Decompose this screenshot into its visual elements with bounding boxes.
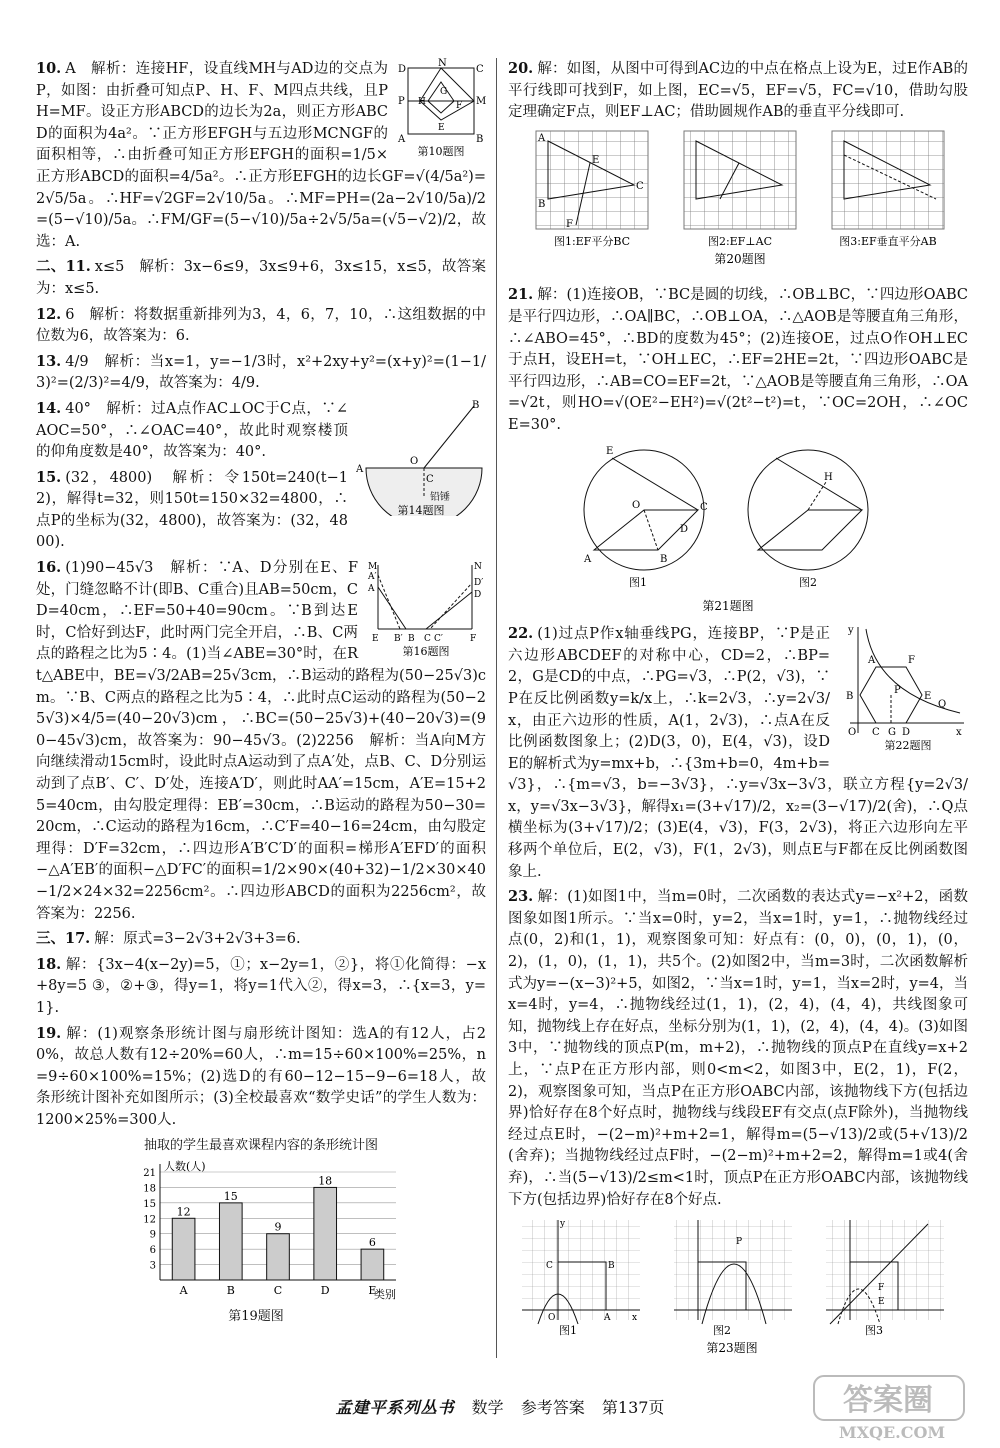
- answer-entry-18: [36, 954, 486, 1020]
- answer-entry-17: [36, 928, 486, 951]
- fig23-label-C: C: [546, 1261, 553, 1272]
- fig21-label-B: B: [660, 553, 668, 565]
- fig10-label-B: B: [476, 134, 484, 145]
- y-tick-label: 18: [143, 1183, 156, 1195]
- fig10-label-C: C: [476, 64, 484, 75]
- entry-number: 12.: [36, 305, 62, 323]
- fig21-label-D: D: [680, 523, 689, 535]
- entry-text: 解：(1)观察条形统计图与扇形统计图知：选A的有12人，占20%，故总人数有12÷20%=60人，∴m=15÷60×100%=25%，n=9÷60×100%=15%；(2)选D的有60−12−15−9−6=18人，故条形统计图补充如图所示；(3)全校最喜欢“数学史话”的学生人数为：1200×25%=300人.: [36, 1025, 486, 1128]
- grid-fig2: [684, 131, 796, 229]
- entry-text: 解：{3x−4(x−2y)=5，①；x−2y=1，②}，将①化简得：−x+8y=5 ③，②+③，得y=1，将y=1代入②，得x=3，∴{x=3，y=1}.: [36, 956, 486, 1016]
- fig10-label-E: E: [438, 123, 445, 133]
- answer-entry-16: [36, 557, 486, 925]
- fig22-label-y: y: [848, 625, 854, 637]
- fig19-caption: 第19题图: [228, 1309, 284, 1325]
- fig21-label-C: C: [700, 501, 708, 513]
- y-axis-label: 人数(人): [164, 1160, 206, 1174]
- answer-entry-19: [36, 1023, 486, 1132]
- category-label-D: D: [320, 1284, 330, 1298]
- x-axis-label: 类别: [374, 1288, 396, 1302]
- fig20-label-E: E: [592, 154, 600, 166]
- fig22-label-x: x: [956, 727, 962, 739]
- fig22-label-A: A: [868, 655, 876, 667]
- bar-value-label-C: 9: [274, 1220, 282, 1234]
- entry-number: 19.: [36, 1024, 62, 1042]
- column-divider: [496, 58, 497, 1358]
- answer-entry-22: [508, 623, 968, 883]
- fig16-label-E: E: [372, 634, 379, 645]
- fig10-label-D: D: [398, 64, 407, 75]
- category-label-B: B: [226, 1284, 235, 1298]
- fig23-subcaption-1: 图1: [559, 1324, 577, 1338]
- fig16-label-B: B: [408, 634, 415, 645]
- entry-text: (1)90−45√3 解析：∵A、D分别在E、F处，门缝忽略不计(即B、C重合)且AB=50cm，CD=40cm，∴EF=50+40=90cm。∵B到达E时，C恰好到达F，此时两门完全开启，∴B、C两点的路程之比为5∶4。(1)当∠ABE=30°时，在Rt△ABE中，BE=√3/2AB=25√3cm，∴B运动的路程为(50−25√3)cm。∵B、C两点的路程之比为5∶4，∴此时点C运动的路程为(50−25√3)×4/5=(40−20√3)cm，∴BC=(50−25√3)+(40−20√3)=(90−45√3)cm，故答案为：90−45√3。(2)2256 解析：当A向M方向继续滑动15cm时，设此时点A运动到了点A′处，点B、C、D分别运动到了点B′、C′、D′处，连接A′D′，则此时AA′=15cm，A′E=15+25=40cm，由勾股定理得：EB′=30cm，∴B运动的路程为50−30=20cm，∴C运动的路程为16cm，∴C′F=40−16=24cm，由勾股定理得：D′F=32cm，∴四边形A′B′C′D′的面积=梯形A′EFD′的面积−△A′EB′的面积−△D′FC′的面积=1/2×90×(40+32)−1/2×30×40−1/2×24×32=2256cm²。∴四边形ABCD的面积为2256cm²，故答案为：2256.: [36, 560, 486, 922]
- fig23-label-B: B: [608, 1261, 615, 1272]
- entry-number: 10.: [36, 60, 62, 77]
- fig23-label-A: A: [604, 1313, 611, 1324]
- entry-number: 18.: [36, 955, 62, 973]
- fig10-label-F: F: [456, 101, 463, 111]
- entry-number: 15.: [36, 468, 62, 486]
- parabola-fig3: [826, 1220, 944, 1324]
- entry-number: 三、17.: [36, 930, 91, 948]
- fig22-label-C: C: [872, 727, 880, 739]
- fig16-label-A: A: [368, 584, 375, 595]
- parabola-fig2: [674, 1220, 792, 1324]
- right-column: [508, 58, 968, 1362]
- bar-E: [361, 1249, 384, 1280]
- entry-text: (1)过点P作x轴垂线PG，连接BP，∵P是正六边形ABCDEF的对称中心，CD=2，∴BP=2，G是CD的中点，∴PG=√3，∴P(2，√3)，∵P在反比例函数y=k/x上，∴k=2√3，∴y=2√3/x，由正六边形的性质，A(1，2√3)，∴点A在反比例函数图象上；(2)D(3，0)，E(4，√3)，设DE的解析式为y=mx+b，∴{3m+b=0，4m+b=√3}，∴{m=√3，b=−3√3}，∴y=√3x−3√3，联立方程{y=2√3/x，y=√3x−3√3}，解得x₁=(3+√17)/2，x₂=(3−√17)/2(舍)，∴Q点横坐标为(3+√17)/2；(3)E(4，√3)，F(3，2√3)，将正六边形向左平移两个单位后，E(2，√3)，F(1，2√3)，则点E与F都在反比例函数图象上.: [508, 626, 968, 880]
- fig22-label-B: B: [846, 691, 854, 703]
- left-column: [36, 58, 486, 1328]
- y-tick-label: 12: [143, 1214, 156, 1226]
- chart-title: 抽取的学生最喜欢课程内容的条形统计图: [143, 1137, 378, 1153]
- footer-subject: 数学: [471, 1398, 504, 1417]
- figure-16-doors: [366, 557, 486, 657]
- fig20-subcaption-3: 图3:EF垂直平分AB: [839, 234, 937, 248]
- figure-10-square-fold: [396, 58, 486, 158]
- answer-entry-21: [508, 284, 968, 436]
- fig20-caption: 第20题图: [714, 251, 766, 266]
- category-label-A: A: [179, 1284, 188, 1298]
- fig10-label-G: G: [440, 87, 448, 97]
- answer-entry-11: [36, 256, 486, 300]
- entry-number: 20.: [508, 60, 534, 77]
- bar-B: [219, 1203, 242, 1280]
- entry-text: A 解析：连接HF，设直线MH与AD边的交点为P，如图：由折叠可知点P、H、F、M四点共线，且PH=MF。设正方形ABCD的边长为2a，则正方形ABCD的面积为4a²。∵正方形EFGH与五边形MCNGF的面积相等，∴由折叠可知正方形EFGH的面积=1/5×正方形ABCD的面积=4/5a²。∴正方形EFGH的边长GF=√(4/5a²)=2√5/5a。∴HF=√2GF=2√10/5a。∴MF=PH=(2a−2√10/5a)/2=(5−√10)/5a。∴FM/GF=(5−√10)/5a÷2√5/5a=(√5−√2)/2，故选：A.: [36, 61, 486, 250]
- fig10-label-P: P: [398, 96, 405, 107]
- fig10-caption: 第10题图: [417, 145, 465, 158]
- entry-text: (32，4800) 解析：令150t=240(t−12)，解得t=32，则150t=150×32=4800，∴点P的坐标为(32，4800)，故答案为：(32，4800).: [36, 469, 348, 551]
- answer-entry-20: [508, 58, 968, 124]
- answer-entry-23: [508, 886, 968, 1211]
- answer-entry-12: [36, 304, 486, 348]
- fig16-label-C: C: [424, 634, 431, 645]
- fig21-subcaption-1: 图1: [629, 575, 647, 589]
- fig14-label-C: C: [426, 473, 434, 485]
- bar-value-label-B: 15: [223, 1189, 238, 1203]
- fig22-label-P: P: [894, 685, 901, 697]
- entry-text: 40° 解析：过A点作AC⊥OC于C点，∵∠AOC=50°，∴∠OAC=40°，故此时观察楼顶的仰角度数是40°，故答案为：40°.: [36, 400, 348, 461]
- watermark-url: MXQE.COM: [838, 1423, 946, 1442]
- y-tick-label: 9: [149, 1229, 156, 1241]
- entry-number: 13.: [36, 352, 62, 370]
- figure-22-hexagon: [838, 623, 968, 753]
- circle-fig1: [583, 446, 708, 570]
- fig14-label-B: B: [472, 399, 480, 411]
- entry-text: 解：原式=3−2√3+2√3+3=6.: [94, 931, 301, 948]
- bar-chart-svg: [126, 1156, 416, 1306]
- fig20-subcaption-2: 图2:EF⊥AC: [707, 234, 773, 248]
- fig20-subcaption-1: 图1:EF平分BC: [553, 234, 631, 248]
- fig10-label-A: A: [398, 134, 406, 145]
- fig20-label-C: C: [636, 180, 644, 192]
- figure-19-bar-chart: [36, 1135, 486, 1328]
- fig16-caption: 第16题图: [402, 645, 450, 658]
- fig16-label-C-prime: C′: [434, 634, 443, 645]
- fig20-label-F: F: [566, 218, 573, 230]
- fig23-label-P: P: [736, 1237, 743, 1248]
- fig10-label-M: M: [476, 96, 486, 107]
- figure-23-svg: [508, 1214, 968, 1354]
- entry-text: 解：(1)如图1中，当m=0时，二次函数的表达式y=−x²+2，函数图象如图1所示。∵当x=0时，y=2，当x=1时，y=1，∴抛物线经过点(0，2)和(1，1)，观察图象可知：好点有：(0，0)，(0，1)，(0，2)，(1，0)，(1，1)，共5个。(2)如图2中，当m=3时，二次函数解析式为y=−(x−3)²+5，如图2，∵当x=1时，y=1，当x=2时，y=4，当x=4时，y=4，∴抛物线经过(1，1)，(2，4)，(4，4)，共线图象可知，抛物线上存在好点，坐标分别为(1，1)，(2，4)，(4，4)。(3)如图3中，∵抛物线的顶点P(m，m+2)，∴抛物线的顶点P在直线y=x+2上，∵点P在正方形内部，则0<m<2，如图3中，E(2，1)，F(2，2)，观察图象可知，当点P在正方形OABC内部，该抛物线下方(包括边界)恰好存在8个好点时，抛物线与线段EF有交点(点F除外)，当抛物线经过点E时，−(2−m)²+m+2=1，解得m=(5−√13)/2或(5+√13)/2(舍弃)；当抛物线经过点F时，−(2−m)²+m+2=2，解得m=1或4(舍弃)，∴当(5−√13)/2≤m<1时，顶点P在正方形OABC内部，该抛物线下方(包括边界)恰好存在8个好点.: [508, 889, 969, 1208]
- fig16-label-B-prime: B′: [394, 634, 403, 645]
- chart-bars: [172, 1175, 383, 1298]
- entry-text: 解：如图，从图中可得到AC边的中点在格点上设为E，过E作AB的平行线即可找到F，如上图，EC=√5，EF=√5，FC=√10，借助勾股定理确定F点，则EF⊥AC；借助圆规作AB的垂直平分线即可.: [508, 61, 968, 121]
- footer-section: 参考答案: [520, 1398, 585, 1417]
- watermark-text: 答案圈: [843, 1383, 933, 1418]
- fig22-label-E: E: [924, 691, 932, 703]
- y-tick-label: 6: [149, 1245, 156, 1257]
- fig10-label-N: N: [438, 58, 447, 69]
- fig23-subcaption-2: 图2: [713, 1324, 731, 1338]
- answer-entry-13: [36, 351, 486, 395]
- figure-23-parabolas: [508, 1214, 968, 1362]
- figure-14-protractor: [356, 398, 486, 516]
- grid-fig1: [536, 131, 648, 230]
- fig21-label-O: O: [632, 499, 641, 511]
- fig14-label-O: O: [410, 455, 419, 467]
- fig21-label-A: A: [584, 553, 592, 565]
- bar-A: [172, 1218, 195, 1280]
- figure-21-circles: [508, 440, 968, 624]
- fig22-label-D: D: [902, 727, 911, 739]
- fig22-label-F: F: [908, 655, 915, 667]
- entry-text: 解：(1)连接OB，∵BC是圆的切线，∴OB⊥BC，∵四边形OABC是平行四边形，∴OA∥BC，∴OB⊥OA，∴△AOB是等腰直角三角形，∴∠ABO=45°，∴BD的度数为45°；(2)连接OE，过点O作OH⊥EC于点H，设EH=t，∵OH⊥EC，∴EF=2HE=2t，∵四边形OABC是平行四边形，∴AB=CO=EF=2t，∵△AOB是等腰直角三角形，∴OA=√2t，则HO=√(OE²−EH²)=√(2t²−t²)=t，∵OC=2OH，∴∠OCE=30°.: [508, 287, 968, 433]
- circle-fig2: [748, 450, 868, 570]
- fig23-caption: 第23题图: [706, 1341, 758, 1355]
- footer-brand: 孟建平系列丛书: [335, 1398, 455, 1417]
- fig21-label-E: E: [606, 445, 614, 457]
- footer-page-number: 第137页: [601, 1398, 665, 1417]
- fig23-label-x: x: [632, 1313, 638, 1324]
- entry-text: 6 解析：将数据重新排列为3，4，6，7，10，∴这组数据的中位数为6，故答案为：6.: [36, 306, 486, 345]
- fig14-label-A: A: [356, 463, 364, 475]
- figure-21-svg: [508, 440, 968, 616]
- fig14-plumb-note: 铅锤: [430, 491, 450, 503]
- fig22-label-G: G: [888, 727, 896, 739]
- fig21-label-H: H: [824, 471, 833, 483]
- y-tick-label: 21: [143, 1168, 156, 1180]
- fig16-label-F: F: [470, 634, 477, 645]
- entry-number: 16.: [36, 559, 62, 577]
- bar-value-label-D: 18: [318, 1174, 333, 1188]
- category-label-C: C: [273, 1284, 283, 1298]
- fig23-label-O: O: [548, 1313, 556, 1324]
- parabola-fig1: [522, 1219, 640, 1324]
- fig16-label-D-prime: D′: [474, 578, 484, 589]
- entry-text: x≤5 解析：3x−6≤9，3x≤9+6，3x≤15，x≤5，故答案为：x≤5.: [36, 259, 486, 297]
- figure-20-svg: [508, 127, 968, 277]
- fig16-label-A-prime: A′: [368, 572, 377, 583]
- fig10-label-H: H: [418, 97, 426, 107]
- fig14-caption: 第14题图: [397, 503, 445, 516]
- entry-number: 14.: [36, 399, 62, 417]
- bar-value-label-A: 12: [176, 1205, 191, 1219]
- answer-entry-10: [36, 58, 486, 253]
- fig23-subcaption-3: 图3: [865, 1324, 883, 1338]
- fig16-label-N: N: [474, 562, 482, 573]
- grid-fig3: [832, 131, 944, 229]
- entry-text: 4/9 解析：当x=1，y=−1/3时，x²+2xy+y²=(x+y)²=(1−1/3)²=(2/3)²=4/9，故答案为：4/9.: [36, 353, 486, 392]
- fig16-label-M: M: [368, 562, 378, 573]
- fig21-subcaption-2: 图2: [799, 575, 817, 589]
- bar-D: [314, 1188, 337, 1281]
- entry-number: 22.: [508, 625, 534, 643]
- category-label-E: E: [368, 1284, 377, 1298]
- fig23-label-y: y: [560, 1219, 566, 1230]
- entry-number: 21.: [508, 286, 534, 304]
- fig22-label-Q: Q: [938, 699, 947, 711]
- bar-C: [267, 1234, 290, 1280]
- y-tick-label: 15: [143, 1198, 156, 1210]
- y-tick-label: 3: [149, 1260, 156, 1272]
- fig20-label-B: B: [538, 198, 546, 210]
- fig23-label-E: E: [878, 1297, 885, 1308]
- entry-number: 23.: [508, 888, 534, 906]
- fig20-label-A: A: [538, 132, 546, 144]
- fig22-caption: 第22题图: [884, 739, 932, 753]
- watermark-logo: [812, 1372, 982, 1444]
- fig23-label-F: F: [878, 1283, 885, 1294]
- fig21-caption: 第21题图: [702, 598, 754, 613]
- entry-number: 二、11.: [36, 258, 91, 276]
- fig22-label-O: O: [848, 727, 857, 739]
- figure-20-grids: [508, 127, 968, 285]
- fig16-label-D: D: [474, 590, 482, 601]
- bar-value-label-E: 6: [368, 1236, 376, 1250]
